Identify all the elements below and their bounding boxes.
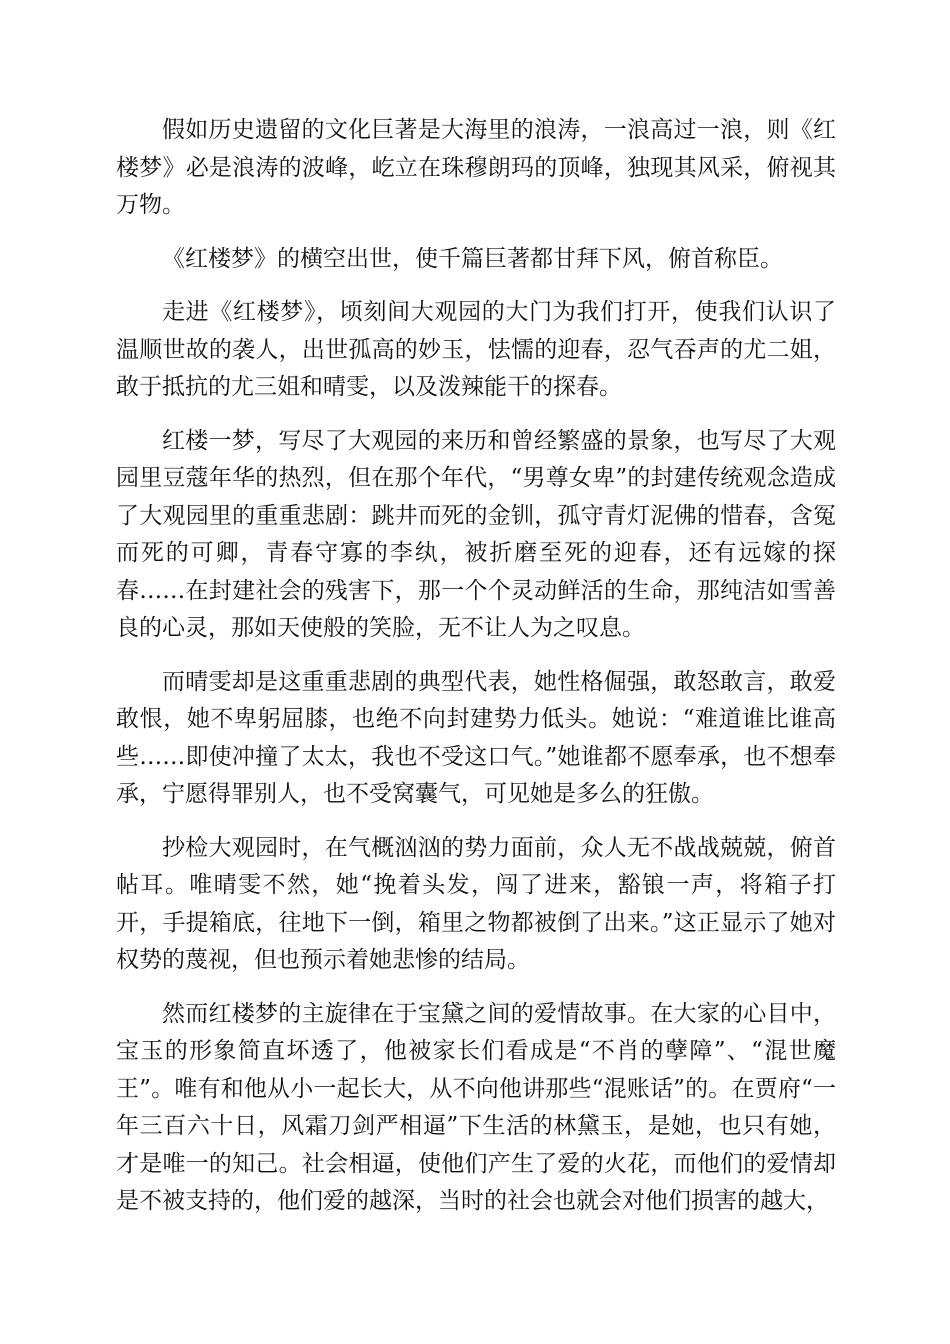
document-body	[116, 112, 836, 1237]
paragraph-1: 假如历史遗留的文化巨著是大海里的浪涛，一浪高过一浪，则《红楼梦》必是浪涛的波峰，屹立在珠穆朗玛的顶峰，独现其风采，俯视其万物。	[116, 117, 836, 218]
paragraph-2: 《红楼梦》的横空出世，使千篇巨著都甘拜下风，俯首称臣。	[162, 245, 783, 272]
paragraph-3: 走进《红楼梦》，顷刻间大观园的大门为我们打开，使我们认识了温顺世故的袭人，出世孤高的妙玉，怯懦的迎春，忍气吞声的尤二姐，敢于抵抗的尤三姐和晴雯，以及泼辣能干的探春。	[116, 299, 836, 400]
paragraph-7: 然而红楼梦的主旋律在于宝黛之间的爱情故事。在大家的心目中，宝玉的形象简直坏透了，他被家长们看成是“不肖的孽障”、“混世魔王”。唯有和他从小一起长大，从不向他讲那些“混账话”的。在贾府“一年三百六十日，风霜刀剑严相逼”下生活的林黛玉，是她，也只有她，才是唯一的知己。社会相逼，使他们产生了爱的火花，而他们的爱情却是不被支持的，他们爱的越深，当时的社会也就会对他们损害的越大，	[116, 1000, 836, 1214]
paragraph-4: 红楼一梦，写尽了大观园的来历和曾经繁盛的景象，也写尽了大观园里豆蔻年华的热烈，但在那个年代，“男尊女卑”的封建传统观念造成了大观园里的重重悲剧：跳井而死的金钏，孤守青灯泥佛的惜春，含冤而死的可卿，青春守寡的李纨，被折磨至死的迎春，还有远嫁的探春……在封建社会的残害下，那一个个灵动鲜活的生命，那纯洁如雪善良的心灵，那如天使般的笑脸，无不让人为之叹息。	[116, 427, 836, 641]
paragraph-6: 抄检大观园时，在气概汹汹的势力面前，众人无不战战兢兢，俯首帖耳。唯晴雯不然，她“挽着头发，闯了进来，豁锒一声，将箱子打开，手提箱底，往地下一倒，箱里之物都被倒了出来。”这正显示了她对权势的蔑视，但也预示着她悲惨的结局。	[116, 834, 836, 973]
paragraph-5: 而晴雯却是这重重悲剧的典型代表，她性格倔强，敢怒敢言，敢爱敢恨，她不卑躬屈膝，也绝不向封建势力低头。她说：“难道谁比谁高些……即使冲撞了太太，我也不受这口气。”她谁都不愿奉承，也不想奉承，宁愿得罪别人，也不受窝囊气，可见她是多么的狂傲。	[116, 668, 836, 807]
